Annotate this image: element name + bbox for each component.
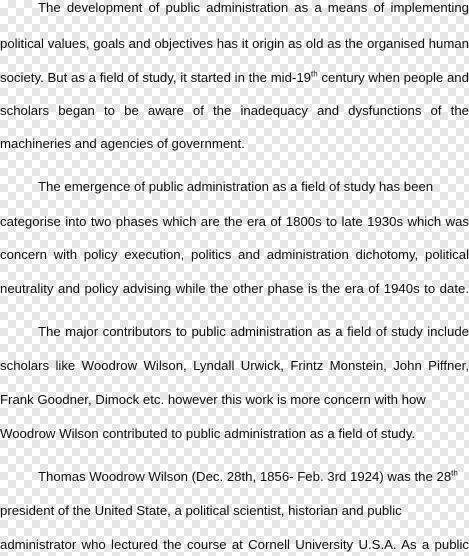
p3-line-1-text: The major contributors to public administration as a field of study include (38, 324, 469, 339)
p4-line-3-text: administrator who lectured the course at Cornell University U.S.A. As a public (0, 537, 469, 552)
p1-line-1 (0, 0, 469, 18)
p4-line-3 (0, 535, 469, 555)
p3-line-3 (0, 390, 469, 410)
p1-line-3-part-a: society. But as a field of study, it started in the mid-19 (0, 70, 312, 85)
p3-line-2-text: scholars like Woodrow Wilson, Lyndall Urwick, Frintz Monstein, John Piffner, (0, 358, 469, 373)
p2-line-3 (0, 245, 469, 265)
p2-line-2 (0, 212, 469, 232)
p4-line-1-superscript: th (451, 468, 458, 478)
p2-line-4 (0, 279, 469, 299)
p4-line-1-part-a: Thomas Woodrow Wilson (Dec. 28th, 1856- Feb. 3rd 1924) was the 28 (38, 469, 452, 484)
p3-line-4 (0, 424, 469, 444)
p4-line-2 (0, 501, 469, 521)
p1-line-5-text: machineries and agencies of government. (0, 136, 245, 151)
p2-line-3-text: concern with policy execution, politics and administration dichotomy, political (0, 247, 469, 262)
p2-line-2-text: categorise into two phases which are the era of 1800s to late 1930s which was (0, 214, 469, 229)
p1-line-2 (0, 34, 469, 54)
p1-line-3-superscript: th (311, 69, 318, 79)
p1-line-1-text: The development of public administration as a means of implementing (38, 0, 469, 15)
p3-line-4-text: Woodrow Wilson contributed to public administration as a field of study. (0, 426, 416, 441)
p2-line-4-text: neutrality and policy advising while the other phase is the era of 1940s to date. (0, 281, 469, 296)
p3-line-1 (0, 322, 469, 342)
p4-line-1-text (38, 469, 458, 484)
p1-line-3-part-b: century when people and (317, 70, 469, 85)
p4-line-2-text: president of the United State, a political scientist, historian and public (0, 503, 402, 518)
p2-line-1-text: The emergence of public administration as a field of study has been (38, 179, 434, 194)
p1-line-5 (0, 134, 469, 154)
p1-line-2-text: political values, goals and objectives has it origin as old as the organised human (0, 36, 469, 51)
p1-line-3 (0, 68, 469, 88)
p3-line-3-text: Frank Goodner, Dimock etc. however this work is more concern with how (0, 392, 426, 407)
p1-line-4 (0, 101, 469, 121)
p3-line-2 (0, 356, 469, 376)
p1-line-4-text: scholars began to be aware of the inadequacy and dysfunctions of the (0, 103, 469, 118)
p2-line-1 (0, 177, 469, 197)
p1-line-3-text (0, 68, 469, 88)
p4-line-1 (0, 467, 469, 487)
